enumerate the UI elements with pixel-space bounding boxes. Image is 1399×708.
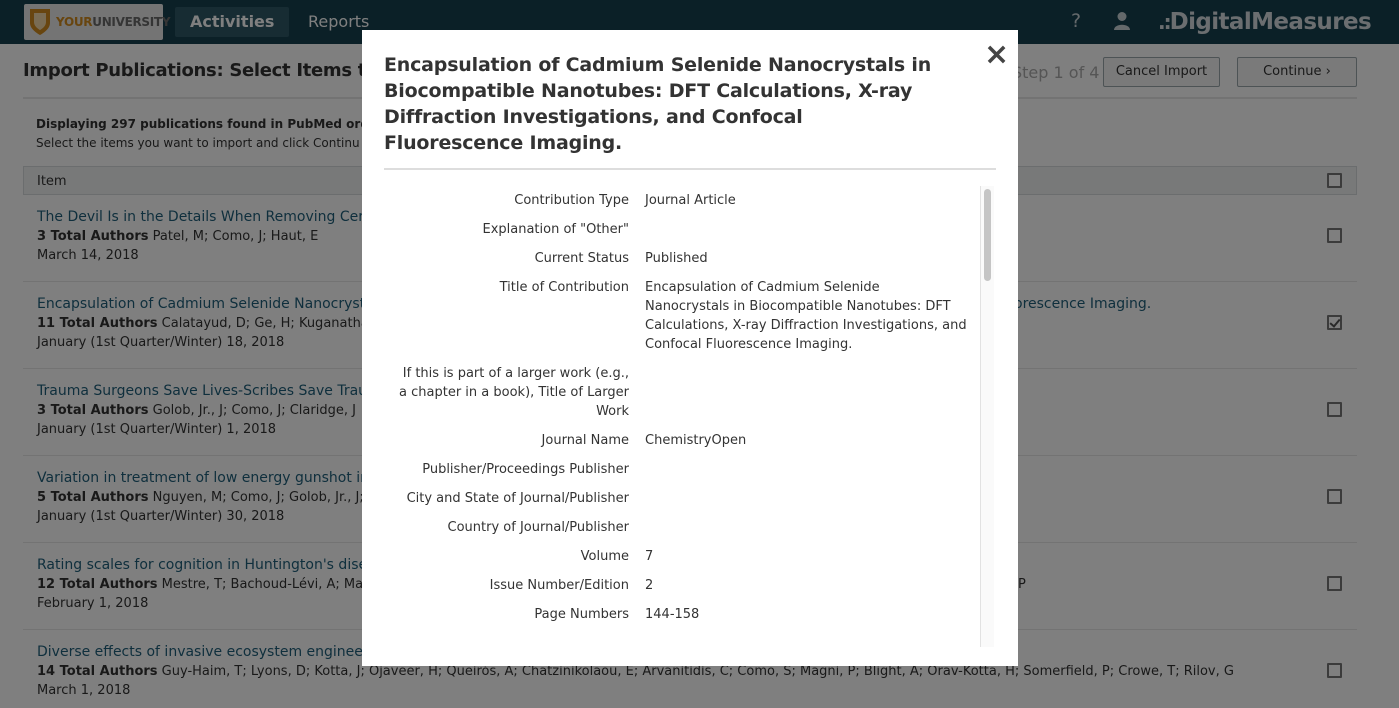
field-label: Issue Number/Edition — [489, 578, 629, 593]
field-value: 144-158 — [645, 607, 700, 622]
field-label: City and State of Journal/Publisher — [406, 491, 629, 506]
field-value: Published — [645, 251, 708, 266]
field-label: Contribution Type — [514, 193, 629, 208]
modal-title: Encapsulation of Cadmium Selenide Nanocrystals in Biocompatible Nanotubes: DFT Calculations, X-ray Diffraction Investigations, and Confocal Fluorescence Imaging. — [384, 54, 932, 154]
field-value: ChemistryOpen — [645, 433, 747, 448]
field-label: Current Status — [534, 251, 629, 266]
field-value: Encapsulation of Cadmium Selenide Nanocrystals in Biocompatible Nanotubes: DFT Calculations, X-ray Diffraction Investigations, and Confocal Fluorescence Imaging. — [645, 280, 967, 352]
field-label: Explanation of "Other" — [482, 222, 629, 237]
field-label: Journal Name — [541, 433, 629, 448]
publication-detail-modal — [362, 30, 1018, 666]
field-label: Volume — [580, 549, 629, 564]
field-label: Publisher/Proceedings Publisher — [422, 462, 629, 477]
field-value: 7 — [645, 549, 654, 564]
field-label: Title of Contribution — [499, 280, 629, 295]
divider — [384, 168, 996, 170]
modal-scrollbar[interactable] — [980, 186, 994, 647]
scrollbar-thumb[interactable] — [984, 189, 991, 281]
field-value: Journal Article — [645, 193, 736, 208]
field-label: If this is part of a larger work (e.g., a chapter in a book), Title of Larger Work — [399, 366, 629, 419]
field-value: 2 — [645, 578, 654, 593]
field-label: Page Numbers — [534, 607, 629, 622]
close-icon[interactable]: × — [984, 37, 1010, 72]
field-label: Country of Journal/Publisher — [447, 520, 629, 535]
